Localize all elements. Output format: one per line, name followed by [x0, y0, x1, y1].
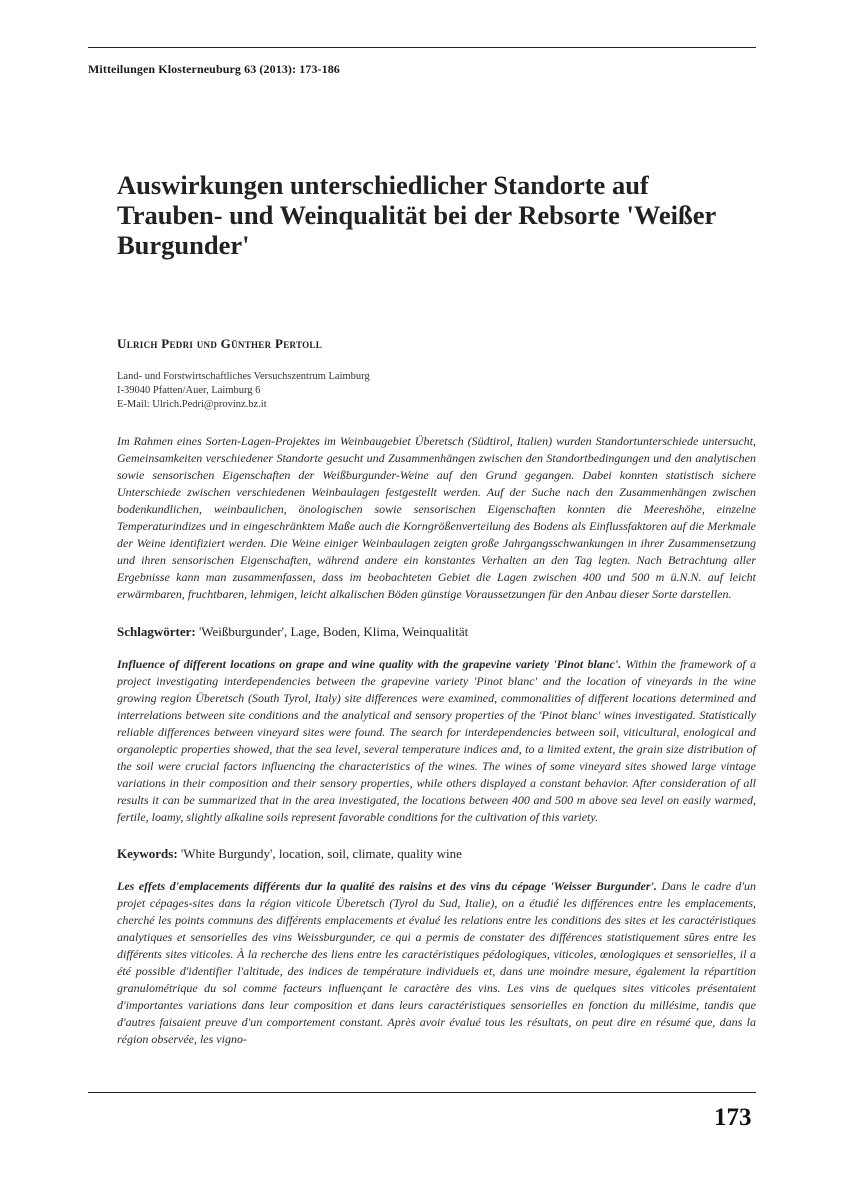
abstract-body: Dans le cadre d'un projet cépages-sites dans la région viticole Überetsch (Tyrol du Sud, Italie), on a étudié les différences entre les emplacements, cherché les points communs des différents emplacements et évalué les relations entre les conditions des sites et les caractéristiques analytiques et sensorielles des vins Weissburgunder, ce qui a permis de constater des différences statistiquement sûres entre les différents sites viticoles. À la recherche des liens entre les caractéristiques pédologiques, viticoles, œnologiques et sensorielles, il a été possible d'identifier l'altitude, des indices de température individuels et, dans une moindre mesure, également la répartition granulométrique du sol comme facteurs influençant le caractère des vins. Les vins de quelques sites viticoles présentaient d'importantes variations dans leur composition et dans leurs caractéristiques sensorielles en fonction du millésime, tandis que d'autres faisaient preuve d'un comportement constant. Après avoir évalué tous les résultats, on peut dire en résumé que, dans la région observée, les vigno-	[117, 879, 756, 1046]
keywords-german	[117, 624, 468, 640]
header-rule	[88, 47, 756, 48]
abstract-english	[117, 656, 756, 826]
affiliation-institute: Land- und Forstwirtschaftliches Versuchszentrum Laimburg	[117, 371, 370, 382]
keywords-value: 'Weißburgunder', Lage, Boden, Klima, Weinqualität	[198, 624, 469, 639]
abstract-german: Im Rahmen eines Sorten-Lagen-Projektes im Weinbaugebiet Überetsch (Südtirol, Italien) wurden Standortunterschiede untersucht, Gemeinsamkeiten verschiedener Standorte gesucht und Zusammenhängen zwischen den Standortbedingungen und den analytischen sowie sensorischen Eigenschaften der Weißburgunder-Weine auf den Grund gegangen. Dabei konnten statistisch sichere Unterschiede zwischen verschiedenen Weinbaulagen festgestellt werden. Auf der Suche nach den Zusammenhängen zwischen bodenkundlichen, weinbaulichen, önologischen sowie sensorischen Eigenschaften konnten die Meereshöhe, einzelne Temperaturindizes und in eingeschränktem Maße auch die Korngrößenverteilung des Bodens als Einflussfaktoren auf die Merkmale der Weine identifiziert werden. Die Weine einiger Weinbaulagen zeigten große Jahrgangsschwankungen in ihrer Zusammensetzung und ihren sensorischen Eigenschaften, während andere ein konstantes Verhalten an den Tag legten. Nach Betrachtung aller Ergebnisse kann man zusammenfassen, dass im beobachteten Gebiet die Lagen zwischen 400 und 500 m ü.N.N. auf leicht erwärmbaren, fruchtbaren, lehmigen, leicht alkalischen Böden günstige Voraussetzungen für den Anbau dieser Sorte darstellen.	[117, 434, 756, 601]
author-list: Ulrich Pedri und Günther Pertoll	[117, 336, 323, 351]
affiliation-address: I-39040 Pfatten/Auer, Laimburg 6	[117, 385, 261, 396]
abstract-heading: Influence of different locations on grape and wine quality with the grapevine variety 'Pinot blanc'.	[117, 657, 622, 671]
affiliation-block	[117, 370, 370, 412]
page-number: 173	[714, 1104, 752, 1131]
affiliation-email: E-Mail: Ulrich.Pedri@provinz.bz.it	[117, 399, 267, 410]
article-title: Auswirkungen unterschiedlicher Standorte auf Trauben- und Weinqualität bei der Rebsorte 'Weißer Burgunder'	[117, 170, 716, 260]
abstract-heading: Les effets d'emplacements différents dur la qualité des raisins et des vins du cépage 'Weisser Burgunder'.	[117, 879, 657, 893]
keywords-english	[117, 846, 462, 862]
footer-rule	[88, 1092, 756, 1093]
keywords-label: Schlagwörter:	[117, 624, 196, 639]
abstract-french	[117, 878, 756, 1048]
keywords-label: Keywords:	[117, 846, 178, 861]
abstract-body: Within the framework of a project investigating interdependencies between the grapevine variety 'Pinot blanc' and the location of vineyards in the wine growing region Überetsch (South Tyrol, Italy) site differences were examined, commonalities of different locations determined and interrelations between site conditions and the analytical and sensory properties of the 'Pinot blanc' wines investigated. Statistically reliable differences between vineyard sites were found. The search for interdependencies between soil, viticultural, enological and organoleptic properties showed, that the sea level, several temperature indices and, to a limited extent, the grain size distribution of the soil were crucial factors influencing the characteristics of the wines. The wines of some vineyard sites showed large vintage variations in their composition and their sensory properties, while others displayed a constant behavior. After consideration of all results it can be summarized that in the area investigated, the locations between 400 and 500 m above sea level on easily warmed, fertile, loamy, slightly alkaline soils represent favorable conditions for the cultivation of this variety.	[117, 657, 757, 824]
keywords-value: 'White Burgundy', location, soil, climate, quality wine	[180, 846, 462, 861]
journal-citation: Mitteilungen Klosterneuburg 63 (2013): 173-186	[88, 62, 340, 76]
